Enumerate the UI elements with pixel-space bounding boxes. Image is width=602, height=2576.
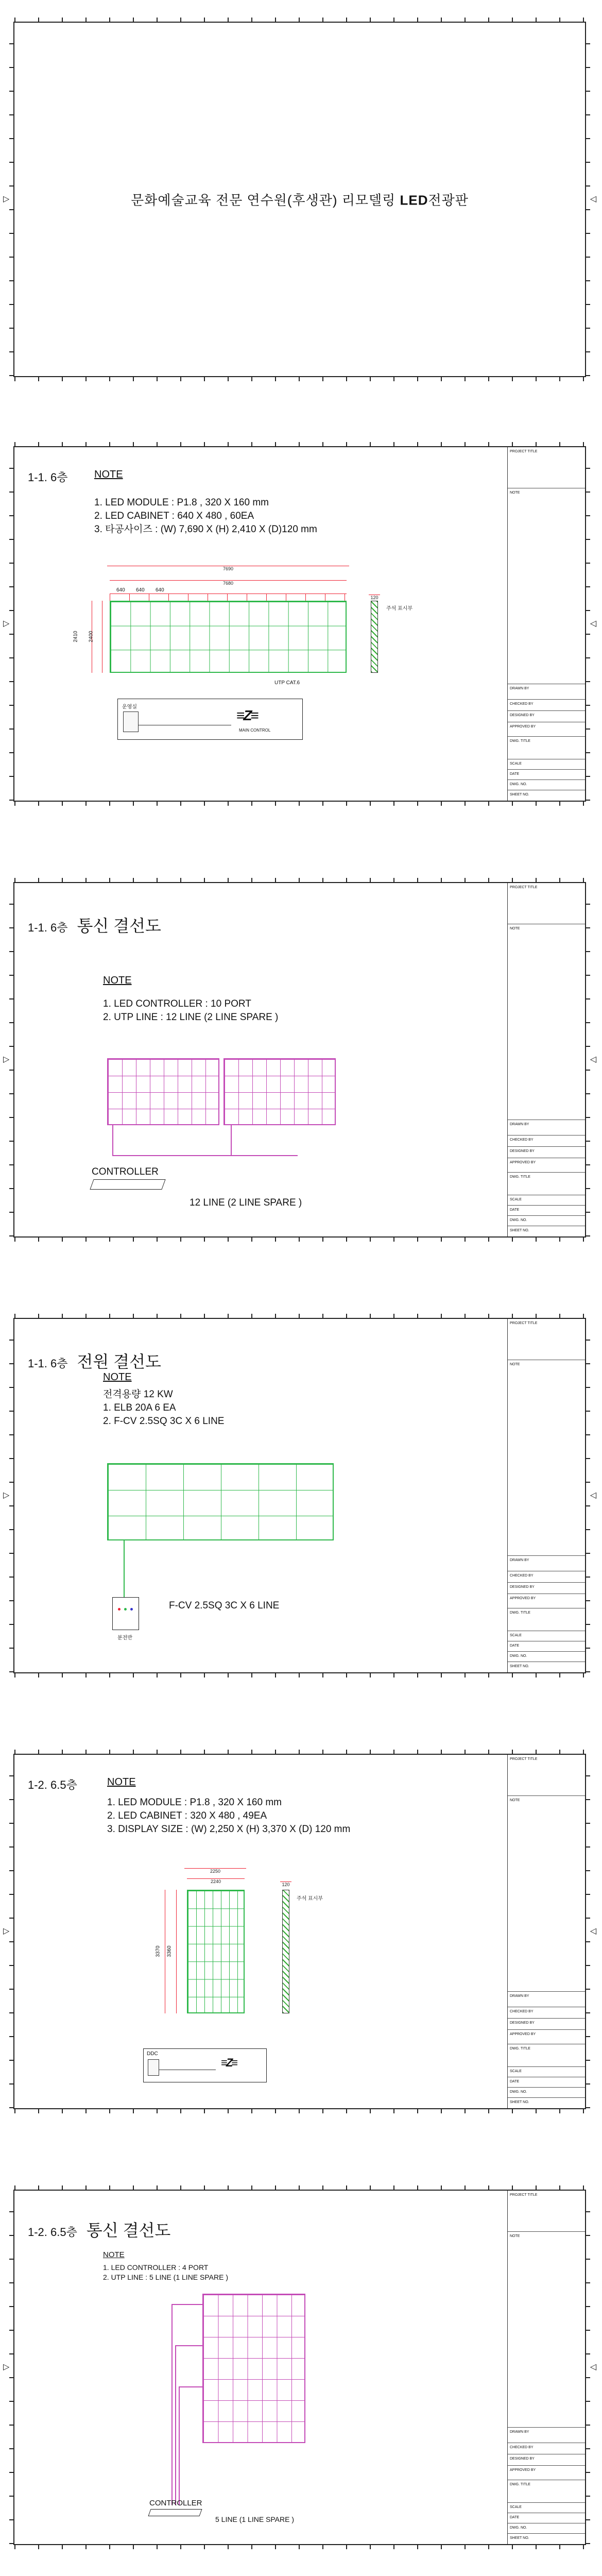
comm-line	[171, 2304, 202, 2305]
title-block	[507, 1319, 585, 1672]
note-item: 1. LED MODULE : P1.8 , 320 X 160 mm	[107, 1797, 282, 1808]
center-mark-right-icon: ◁	[590, 2363, 596, 2371]
dimension-cell-label: 640	[156, 587, 164, 593]
note-list	[107, 1796, 350, 1836]
comm-line	[175, 2345, 202, 2346]
tb-dwg-title: DWG. TITLE	[508, 2044, 585, 2067]
tb-note: NOTE	[508, 2232, 585, 2428]
side-profile	[371, 601, 378, 673]
tb-project: PROJECT TITLE	[508, 447, 585, 488]
frame-ticks-bottom	[14, 801, 585, 806]
tb-date: DATE	[508, 2077, 585, 2088]
tb-sheet-no: SHEET NO.	[510, 793, 529, 796]
note-list	[103, 2263, 228, 2282]
note-list	[103, 997, 278, 1024]
frame-ticks-top	[14, 442, 585, 447]
frame-ticks-bottom	[14, 2544, 585, 2549]
center-mark-left-icon: ▷	[3, 1055, 10, 1064]
tb-note: NOTE	[508, 924, 585, 1120]
control-room-box	[117, 699, 303, 740]
dimension-total-width: 7690	[107, 566, 349, 571]
dimension-height-outer-label: 2410	[73, 631, 79, 642]
tb-scale: SCALE	[508, 2067, 585, 2077]
section-number: 1-2. 6.5층	[28, 1778, 77, 1791]
frame-ticks-left	[9, 2191, 13, 2544]
sheet-comm-wiring-6-5f	[3, 2190, 596, 2545]
section-number: 1-1. 6층	[28, 471, 68, 484]
tb-designed: DESIGNED BY	[508, 1583, 585, 1594]
main-control-label: MAIN CONTROL	[239, 728, 271, 733]
control-room-label: DDC	[147, 2051, 158, 2057]
section-heading	[28, 1349, 161, 1372]
note-item: 3. 타공사이즈 : (W) 7,690 X (H) 2,410 X (D)120 mm	[94, 524, 317, 535]
dimension-depth: 120	[369, 595, 380, 600]
center-mark-left-icon: ▷	[3, 195, 10, 204]
cover-title-suffix: 전광판	[428, 192, 469, 208]
tb-checked: CHECKED BY	[508, 1571, 585, 1583]
dimension-height-inner-label: 2400	[88, 631, 94, 642]
cover-title-prefix: 문화예술교육 전문 연수원(후생관) 리모델링	[131, 192, 400, 208]
tb-dwg-title: DWG. TITLE	[508, 1608, 585, 1631]
tb-scale: SCALE	[508, 1631, 585, 1641]
tb-designed: DESIGNED BY	[508, 1147, 585, 1158]
led-comm-grid-right	[223, 1058, 336, 1125]
controller-label: CONTROLLER	[149, 2499, 202, 2507]
tb-project: PROJECT TITLE	[508, 883, 585, 924]
tb-note: NOTE	[508, 1796, 585, 1992]
title-block	[507, 2191, 585, 2544]
breaker-indicator	[118, 1608, 121, 1611]
tb-designed: DESIGNED BY	[508, 711, 585, 722]
frame-ticks-top	[14, 1314, 585, 1319]
frame-ticks-left	[9, 1319, 13, 1672]
note-label: NOTE	[103, 975, 132, 986]
power-cable-label: F-CV 2.5SQ 3C X 6 LINE	[169, 1600, 280, 1611]
section-title: 통신 결선도	[77, 917, 161, 935]
frame-ticks-top	[14, 18, 585, 23]
tb-sheet-no: SHEET NO.	[510, 2100, 529, 2104]
controller-device	[90, 1179, 165, 1190]
tb-approved: APPROVED BY	[508, 1158, 585, 1173]
tb-approved: APPROVED BY	[508, 722, 585, 737]
side-note-label: 주석 표시부	[297, 1896, 323, 1902]
frame-ticks-top	[14, 2185, 585, 2191]
led-comm-grid	[202, 2294, 305, 2443]
note-item: 3. DISPLAY SIZE : (W) 2,250 X (H) 3,370 X (D) 120 mm	[107, 1824, 351, 1835]
distribution-panel	[112, 1597, 139, 1630]
tb-scale: SCALE	[508, 759, 585, 770]
controller-device	[148, 2509, 202, 2516]
section-number: 1-1. 6층	[28, 921, 68, 934]
frame-ticks-bottom	[14, 1672, 585, 1677]
note-label: NOTE	[103, 2250, 125, 2259]
section-heading	[28, 469, 68, 485]
tb-checked: CHECKED BY	[508, 700, 585, 711]
note-list	[94, 496, 317, 536]
frame-ticks-left	[9, 1755, 13, 2108]
frame-ticks-bottom	[14, 376, 585, 381]
section-heading	[28, 2217, 170, 2241]
tb-drawn: DRAWN BY	[508, 1120, 585, 1136]
dimension-height-inner-label: 3360	[166, 1945, 173, 1957]
tb-project: PROJECT TITLE	[508, 2191, 585, 2232]
sheet-led-layout-6-5f	[3, 1754, 596, 2109]
cover-title	[14, 190, 585, 209]
note-item: 전격용량 12 KW	[103, 1389, 173, 1400]
note-item: 2. F-CV 2.5SQ 3C X 6 LINE	[103, 1416, 225, 1427]
dimension-total-width: 2250	[184, 1868, 246, 1874]
cable-label: UTP CAT.6	[274, 680, 300, 686]
section-title: 통신 결선도	[86, 2221, 171, 2240]
tb-drawn: DRAWN BY	[508, 2428, 585, 2443]
frame-ticks-left	[9, 883, 13, 1236]
tb-dwg-title: DWG. TITLE	[508, 737, 585, 759]
led-cabinet-grid	[110, 601, 347, 673]
comm-line	[231, 1125, 232, 1156]
dimension-depth: 120	[280, 1882, 291, 1887]
tb-date: DATE	[508, 770, 585, 780]
tb-dwg-no: DWG. NO.	[508, 1216, 585, 1226]
tb-sheet-no: SHEET NO.	[510, 1665, 529, 1668]
tb-checked: CHECKED BY	[508, 2007, 585, 2019]
title-block	[507, 883, 585, 1236]
comm-line	[112, 1155, 298, 1156]
control-room-box	[143, 2048, 267, 2082]
tb-note: NOTE	[508, 488, 585, 684]
section-heading	[28, 1776, 77, 1792]
tb-dwg-title: DWG. TITLE	[508, 2480, 585, 2503]
side-profile	[282, 1890, 289, 2013]
breaker-indicator	[124, 1608, 127, 1611]
power-line	[124, 1540, 125, 1597]
note-item: 1. LED MODULE : P1.8 , 320 X 160 mm	[94, 497, 269, 508]
note-label: NOTE	[107, 1776, 136, 1788]
computer-icon	[148, 2059, 159, 2076]
sheet-power-wiring-6f	[3, 1318, 596, 1673]
led-cabinet-grid	[187, 1890, 245, 2013]
note-item: 1. ELB 20A 6 EA	[103, 1402, 176, 1413]
line-count-label: 12 LINE (2 LINE SPARE )	[190, 1197, 302, 1208]
section-title: 전원 결선도	[77, 1352, 161, 1371]
cover-title-bold: LED	[400, 192, 428, 208]
section-number: 1-1. 6층	[28, 1357, 68, 1370]
note-list	[103, 1388, 224, 1428]
sheet-led-layout-6f	[3, 446, 596, 802]
computer-icon	[123, 711, 139, 732]
controller-logo-icon: ≡Z≡	[221, 2056, 237, 2069]
distribution-panel-label: 분전반	[117, 1635, 132, 1641]
tb-designed: DESIGNED BY	[508, 2019, 585, 2030]
dimension-inner-width: 2240	[187, 1878, 245, 1884]
tb-dwg-no: DWG. NO.	[508, 2523, 585, 2534]
tb-dwg-title: DWG. TITLE	[508, 1173, 585, 1195]
dimension-height-inner	[176, 1890, 177, 2013]
frame-ticks-top	[14, 878, 585, 883]
center-mark-left-icon: ▷	[3, 2363, 10, 2371]
led-power-grid	[107, 1463, 334, 1540]
note-item: 1. LED CONTROLLER : 10 PORT	[103, 998, 251, 1009]
center-mark-right-icon: ◁	[590, 1491, 596, 1500]
tb-date: DATE	[508, 1641, 585, 1652]
comm-line	[179, 2386, 180, 2505]
tb-scale: SCALE	[508, 2503, 585, 2513]
center-mark-right-icon: ◁	[590, 195, 596, 204]
frame-ticks-top	[14, 1750, 585, 1755]
tb-sheet-no: SHEET NO.	[510, 2536, 529, 2540]
dimension-cell-label: 640	[136, 587, 145, 593]
tb-approved: APPROVED BY	[508, 1594, 585, 1608]
tb-dwg-no: DWG. NO.	[508, 1652, 585, 1662]
frame-ticks-left	[9, 23, 13, 376]
section-heading	[28, 913, 161, 937]
note-item: 2. UTP LINE : 5 LINE (1 LINE SPARE )	[103, 2273, 229, 2281]
tb-scale: SCALE	[508, 1195, 585, 1206]
comm-line	[171, 2304, 173, 2505]
sheet-comm-wiring-6f	[3, 882, 596, 1238]
note-item: 2. LED CABINET : 640 X 480 , 60EA	[94, 511, 254, 521]
note-item: 2. UTP LINE : 12 LINE (2 LINE SPARE )	[103, 1012, 279, 1023]
frame-ticks-bottom	[14, 1236, 585, 1242]
side-note-label: 주석 표시부	[386, 606, 413, 612]
breaker-indicator	[130, 1608, 133, 1611]
tb-drawn: DRAWN BY	[508, 1556, 585, 1571]
controller-logo-icon: ≡Z≡	[236, 707, 257, 723]
tb-approved: APPROVED BY	[508, 2466, 585, 2480]
section-number: 1-2. 6.5층	[28, 2226, 77, 2239]
center-mark-left-icon: ▷	[3, 619, 10, 628]
title-block	[507, 1755, 585, 2108]
tb-approved: APPROVED BY	[508, 2030, 585, 2044]
tb-checked: CHECKED BY	[508, 1136, 585, 1147]
frame-ticks-left	[9, 447, 13, 801]
tb-designed: DESIGNED BY	[508, 2454, 585, 2466]
tb-date: DATE	[508, 2513, 585, 2523]
center-mark-right-icon: ◁	[590, 1927, 596, 1936]
comm-line	[175, 2345, 176, 2505]
center-mark-left-icon: ▷	[3, 1927, 10, 1936]
note-label: NOTE	[103, 1371, 132, 1383]
note-item: 2. LED CABINET : 320 X 480 , 49EA	[107, 1810, 267, 1821]
cover-sheet	[3, 22, 596, 377]
note-label: NOTE	[94, 469, 123, 480]
led-comm-grid-left	[107, 1058, 219, 1125]
tb-drawn: DRAWN BY	[508, 1992, 585, 2007]
tb-checked: CHECKED BY	[508, 2443, 585, 2454]
tb-date: DATE	[508, 1206, 585, 1216]
dimension-inner-width: 7680	[110, 580, 347, 586]
center-mark-right-icon: ◁	[590, 1055, 596, 1064]
tb-sheet-no: SHEET NO.	[510, 1229, 529, 1232]
tb-project: PROJECT TITLE	[508, 1755, 585, 1796]
comm-line	[179, 2386, 202, 2387]
control-room-label: 운영실	[122, 704, 137, 710]
tb-project: PROJECT TITLE	[508, 1319, 585, 1360]
tb-note: NOTE	[508, 1360, 585, 1556]
line-count-label: 5 LINE (1 LINE SPARE )	[215, 2515, 295, 2523]
dimension-cell-row	[110, 594, 347, 601]
dimension-height-outer-label: 3370	[155, 1945, 161, 1957]
note-item: 1. LED CONTROLLER : 4 PORT	[103, 2263, 209, 2272]
center-mark-left-icon: ▷	[3, 1491, 10, 1500]
tb-dwg-no: DWG. NO.	[508, 2088, 585, 2098]
frame-ticks-bottom	[14, 2108, 585, 2113]
title-block	[507, 447, 585, 801]
dimension-cell-label: 640	[116, 587, 125, 593]
comm-line	[112, 1125, 113, 1156]
tb-drawn: DRAWN BY	[508, 684, 585, 700]
tb-dwg-no: DWG. NO.	[508, 780, 585, 790]
controller-label: CONTROLLER	[92, 1166, 159, 1177]
center-mark-right-icon: ◁	[590, 619, 596, 628]
